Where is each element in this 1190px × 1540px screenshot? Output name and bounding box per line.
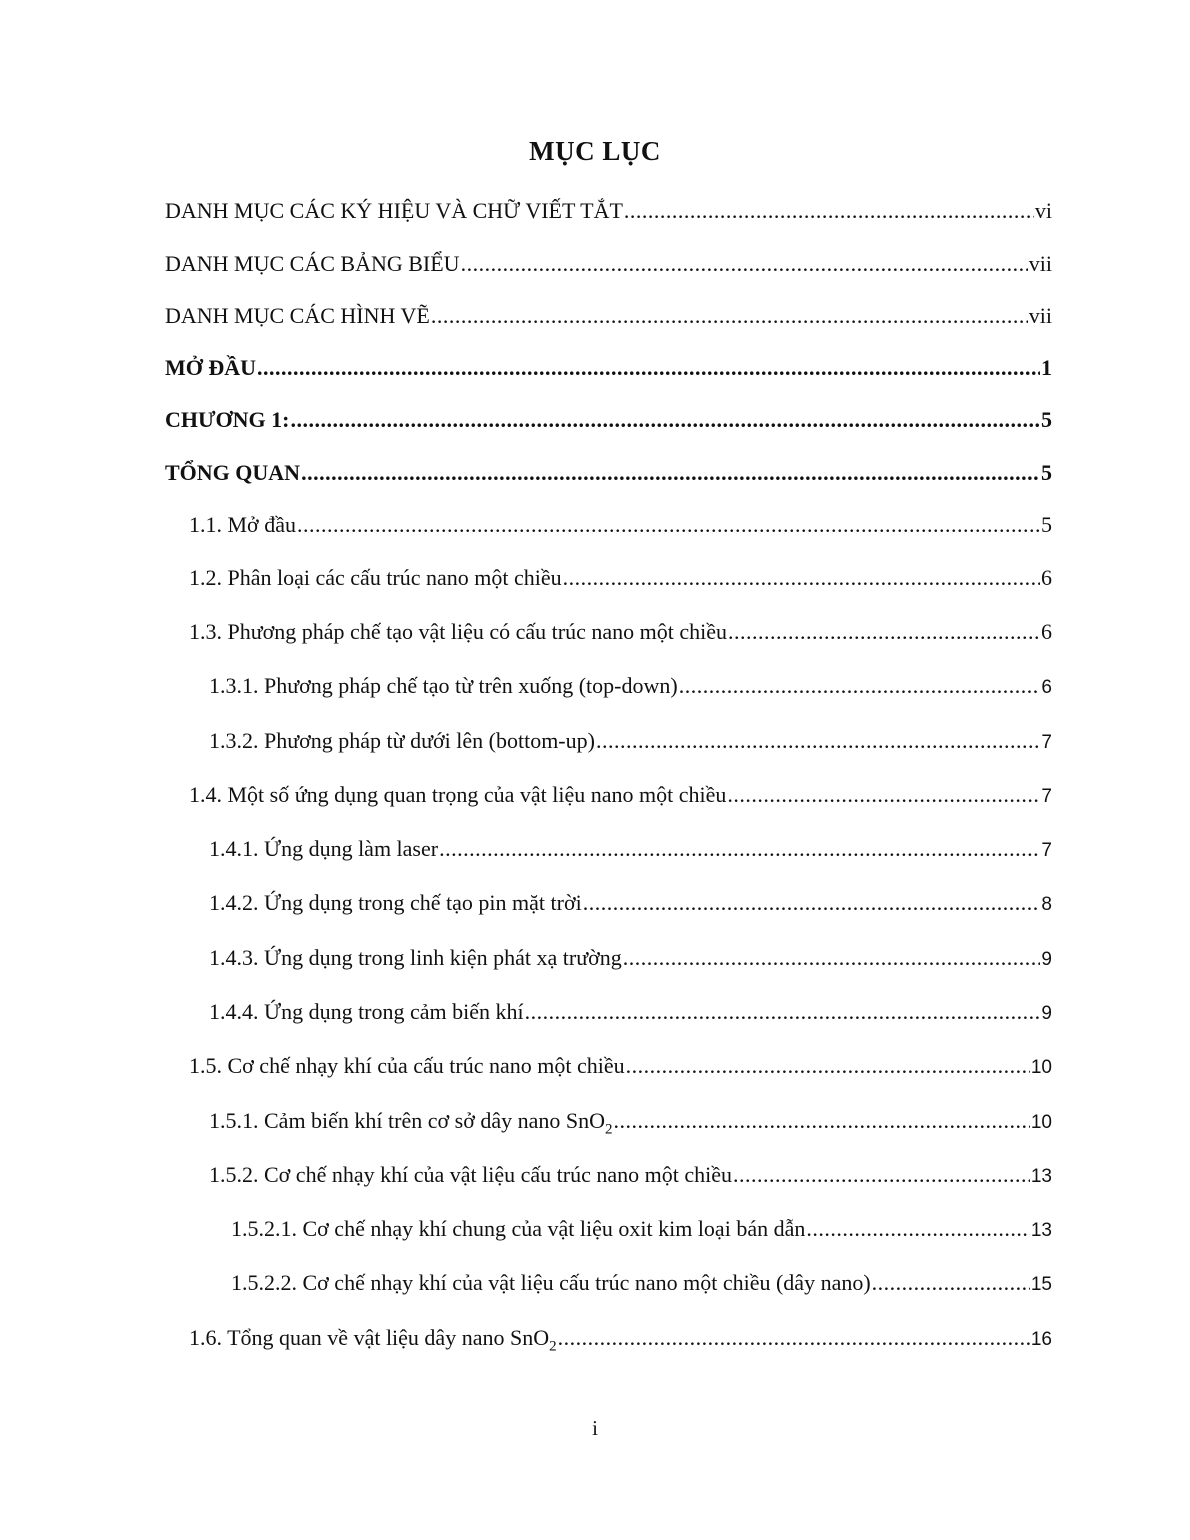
toc-entry-subscript: 2 (605, 1121, 613, 1138)
toc-dot-leader (623, 943, 1041, 973)
toc-entry-title-text: TỔNG QUAN (165, 460, 301, 485)
toc-entry-title (209, 943, 622, 973)
toc-dot-leader (733, 1160, 1030, 1190)
toc-entry-title (209, 888, 582, 918)
toc-entry-title-text: 1.5. Cơ chế nhạy khí của cấu trúc nano một chiều (189, 1053, 625, 1078)
toc-entry-title-text: 1.3. Phương pháp chế tạo vật liệu có cấu trúc nano một chiều (189, 619, 727, 644)
toc-entry[interactable] (209, 834, 1052, 866)
toc-entry-page: 15 (1030, 1274, 1052, 1295)
toc-entry-title-text: 1.6. Tổng quan về vật liệu dây nano SnO (189, 1325, 550, 1350)
toc-entry-page: 13 (1030, 1166, 1052, 1187)
toc-entry-page: 8 (1041, 894, 1052, 915)
toc-entry-title (189, 510, 296, 540)
toc-dot-leader (624, 196, 1034, 226)
toc-entry-title-text: 1.5.2.2. Cơ chế nhạy khí của vật liệu cấu trúc nano một chiều (dây nano) (231, 1270, 871, 1295)
toc-dot-leader (257, 353, 1040, 383)
toc-entry-page: 13 (1030, 1220, 1052, 1241)
toc-entry-page: 10 (1030, 1057, 1052, 1078)
toc-entry-title (165, 301, 430, 331)
toc-entry-title-text: CHƯƠNG 1: (165, 407, 290, 432)
toc-dot-leader (558, 1323, 1030, 1353)
toc-entry-title (209, 671, 678, 701)
toc-entry-title (209, 997, 524, 1027)
toc-entry[interactable] (209, 1160, 1052, 1192)
toc-entry[interactable] (189, 563, 1052, 593)
toc-entry-page: 7 (1041, 732, 1052, 753)
toc-entry[interactable] (209, 888, 1052, 920)
toc-entry-page: vi (1034, 198, 1052, 223)
toc-entry[interactable] (231, 1214, 1052, 1246)
toc-entry[interactable] (165, 458, 1052, 488)
toc-entry-page: 6 (1041, 619, 1052, 644)
toc-entry[interactable] (165, 249, 1052, 279)
toc-entry-title-text: 1.1. Mở đầu (189, 512, 296, 537)
toc-entry-subscript: 2 (549, 1338, 557, 1355)
toc-entry-title-text: DANH MỤC CÁC HÌNH VẼ (165, 303, 430, 328)
toc-entry-page: 1 (1041, 355, 1052, 380)
toc-entry[interactable] (165, 405, 1052, 435)
toc-dot-leader (727, 780, 1040, 810)
toc-dot-leader (301, 458, 1040, 488)
toc-entry[interactable] (231, 1268, 1052, 1300)
toc-dot-leader (728, 617, 1040, 647)
toc-entry-page: 9 (1041, 949, 1052, 970)
toc-entry[interactable] (189, 510, 1052, 540)
toc-entry-page: 5 (1041, 407, 1052, 432)
toc-entry[interactable] (189, 617, 1052, 647)
toc-entry-title (231, 1214, 805, 1244)
toc-entry-title (165, 196, 623, 226)
toc-dot-leader (583, 888, 1041, 918)
toc-entry-title (165, 353, 256, 383)
toc-dot-leader (525, 997, 1041, 1027)
toc-entry-page: 10 (1030, 1112, 1052, 1133)
toc-entry-title-text: MỞ ĐẦU (165, 355, 257, 380)
toc-entry-title (189, 780, 726, 810)
toc-entry-page: 5 (1041, 512, 1052, 537)
toc-dot-leader (596, 726, 1040, 756)
toc-entry[interactable] (209, 943, 1052, 975)
toc-entry-title-text: 1.4.3. Ứng dụng trong linh kiện phát xạ trường (209, 945, 622, 970)
toc-dot-leader (563, 563, 1040, 593)
toc-entry[interactable] (165, 353, 1052, 383)
page-title: MỤC LỤC (529, 136, 661, 166)
toc-entry-page: vii (1028, 251, 1052, 276)
toc-entry-title (209, 1160, 732, 1190)
toc-dot-leader (614, 1106, 1030, 1136)
toc-entry[interactable] (209, 726, 1052, 758)
toc-dot-leader (806, 1214, 1030, 1244)
toc-dot-leader (679, 671, 1041, 701)
toc-entry-page: 7 (1041, 786, 1052, 807)
toc-entry-title-text: 1.4.1. Ứng dụng làm laser (209, 836, 439, 861)
toc-dot-leader (626, 1051, 1030, 1081)
toc-dot-leader (297, 510, 1040, 540)
toc-dot-leader (439, 834, 1040, 864)
toc-entry-title (165, 405, 289, 435)
toc-entry-title-text: DANH MỤC CÁC KÝ HIỆU VÀ CHỮ VIẾT TẮT (165, 198, 623, 223)
toc-entry-title-text: 1.3.1. Phương pháp chế tạo từ trên xuống (top-down) (209, 673, 678, 698)
toc-entry[interactable] (209, 997, 1052, 1029)
toc-entry-title-text: 1.5.2.1. Cơ chế nhạy khí chung của vật liệu oxit kim loại bán dẫn (231, 1216, 806, 1241)
toc-entry[interactable] (189, 1051, 1052, 1083)
toc-entry-title (231, 1268, 871, 1298)
toc-entry-page: vii (1028, 303, 1052, 328)
toc-entry-title-text: 1.2. Phân loại các cấu trúc nano một chiều (189, 565, 562, 590)
toc-entry-title (209, 834, 438, 864)
toc-entry-title (189, 1051, 625, 1081)
toc-entry-page: 16 (1030, 1329, 1052, 1350)
toc-entry-title (189, 1323, 557, 1353)
toc-entry-title (165, 458, 300, 488)
toc-entry-title-text: DANH MỤC CÁC BẢNG BIỂU (165, 251, 460, 276)
toc-entry[interactable] (189, 1323, 1052, 1355)
toc-entry[interactable] (165, 196, 1052, 226)
toc-dot-leader (290, 405, 1040, 435)
toc-entry-page: 6 (1041, 677, 1052, 698)
toc-entry[interactable] (209, 671, 1052, 703)
toc-entry-title (165, 249, 460, 279)
toc-dot-leader (461, 249, 1028, 279)
toc-entry-page: 7 (1041, 840, 1052, 861)
toc-entry-title-text: 1.5.1. Cảm biến khí trên cơ sở dây nano SnO (209, 1108, 605, 1133)
toc-entry[interactable] (209, 1106, 1052, 1138)
toc-entry-title (189, 563, 562, 593)
toc-entry-title-text: 1.4.2. Ứng dụng trong chế tạo pin mặt trời (209, 890, 582, 915)
toc-dot-leader (431, 301, 1028, 331)
toc-entry-title (209, 726, 595, 756)
toc-entry-page: 5 (1041, 460, 1052, 485)
toc-entry-page: 9 (1041, 1003, 1052, 1024)
page-number: i (592, 1416, 598, 1440)
toc-entry[interactable] (165, 301, 1052, 331)
toc-entry-page: 6 (1041, 565, 1052, 590)
toc-entry-title (209, 1106, 613, 1136)
toc-entry-title-text: 1.4. Một số ứng dụng quan trọng của vật liệu nano một chiều (189, 782, 727, 807)
toc-entry-title-text: 1.5.2. Cơ chế nhạy khí của vật liệu cấu trúc nano một chiều (209, 1162, 732, 1187)
toc-entry[interactable] (189, 780, 1052, 812)
toc-entry-title-text: 1.4.4. Ứng dụng trong cảm biến khí (209, 999, 524, 1024)
toc-dot-leader (872, 1268, 1030, 1298)
toc-entry-title (189, 617, 727, 647)
toc-entry-title-text: 1.3.2. Phương pháp từ dưới lên (bottom-up) (209, 728, 595, 753)
